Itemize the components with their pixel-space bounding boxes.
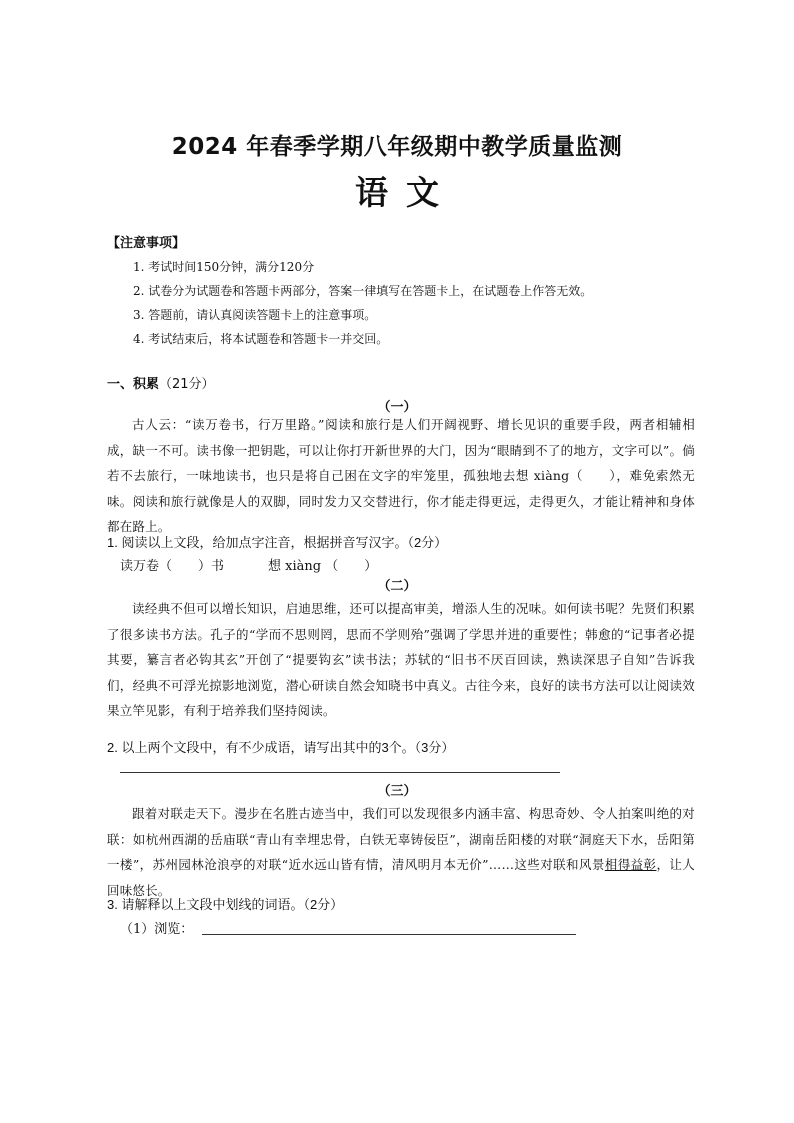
- part-3-label: （三）: [377, 784, 417, 799]
- question-1-blank-b: 想 xiàng （ ）: [268, 559, 378, 574]
- underlined-phrase: 相得益彰: [604, 857, 657, 873]
- section-heading: [107, 373, 215, 392]
- notice-item-1: 1. 考试时间150分钟，满分120分: [133, 260, 315, 274]
- question-1-blank-a: 读万卷（ ）书: [120, 559, 225, 574]
- section-heading-bold: 一、积累: [107, 377, 160, 392]
- question-3-answer-line[interactable]: [202, 934, 576, 935]
- section-heading-score: （21分）: [159, 377, 215, 392]
- exam-title: 2024 年春季学期八年级期中教学质量监测: [171, 134, 623, 160]
- question-3: 3. 请解释以上文段中划线的词语。（2分）: [107, 897, 344, 912]
- question-2-answer-line[interactable]: [120, 772, 560, 773]
- part-3-paragraph: [107, 801, 695, 903]
- part-3-text-after: ，让人回味悠长。: [107, 857, 695, 898]
- part-2-paragraph: 读经典不但可以增长知识，启迪思维，还可以提高审美，增添人生的况味。如何读书呢？先贤们积累了很多读书方法。孔子的“学而不思则罔，思而不学则殆”强调了学思并进的重要性；韩愈的“记事者必提其要，纂言者必钩其玄”开创了“提要钩玄”读书法；苏轼的“旧书不厌百回读，熟读深思子自知”告诉我们，经典不可浮光掠影地浏览，潜心研读自然会知晓书中真义。古往今来，良好的读书方法可以让阅读效果立竿见影，有利于培养我们坚持阅读。: [107, 601, 695, 719]
- question-2: 2. 以上两个文段中，有不少成语，请写出其中的3个。（3分）: [107, 740, 455, 755]
- question-1: 1. 阅读以上文段，给加点字注音，根据拼音写汉字。（2分）: [107, 535, 448, 550]
- notice-item-3: 3. 答题前，请认真阅读答题卡上的注意事项。: [133, 308, 377, 322]
- question-3-item-1: （1）浏览：: [120, 922, 194, 937]
- part-3-text-before: 跟着对联走天下。漫步在名胜古迹当中，我们可以发现很多内涵丰富、构思奇妙、令人拍案叫绝的对联：如杭州西湖的岳庙联“青山有幸埋忠骨，白铁无辜铸佞臣”，湖南岳阳楼的对联“洞庭天下水，岳阳第一楼”，苏州园林沧浪亭的对联“近水远山皆有情，清风明月本无价”……这些对联和风景: [107, 806, 695, 873]
- notice-item-4: 4. 考试结束后，将本试题卷和答题卡一并交回。: [133, 332, 389, 346]
- notice-heading: 【注意事项】: [107, 236, 186, 251]
- notice-item-2: 2. 试卷分为试题卷和答题卡两部分，答案一律填写在答题卡上，在试题卷上作答无效。: [133, 284, 593, 298]
- part-2-label: （二）: [377, 579, 417, 594]
- part-1-label: （一）: [377, 400, 417, 415]
- part-1-paragraph: 古人云：“读万卷书，行万里路。”阅读和旅行是人们开阔视野、增长见识的重要手段，两者相辅相成，缺一不可。读书像一把钥匙，可以让你打开新世界的大门，因为“眼睛到不了的地方，文字可以”。倘若不去旅行，一味地读书，也只是将自己困在文字的牢笼里，孤独地去想 xiàng（ ），难免索然无味。阅读和旅行就像是人的双脚，同时发力又交替进行，你才能走得更远，走得更久，才能让精神和身体都在路上。: [107, 417, 695, 535]
- subject-title: 语文: [355, 173, 457, 212]
